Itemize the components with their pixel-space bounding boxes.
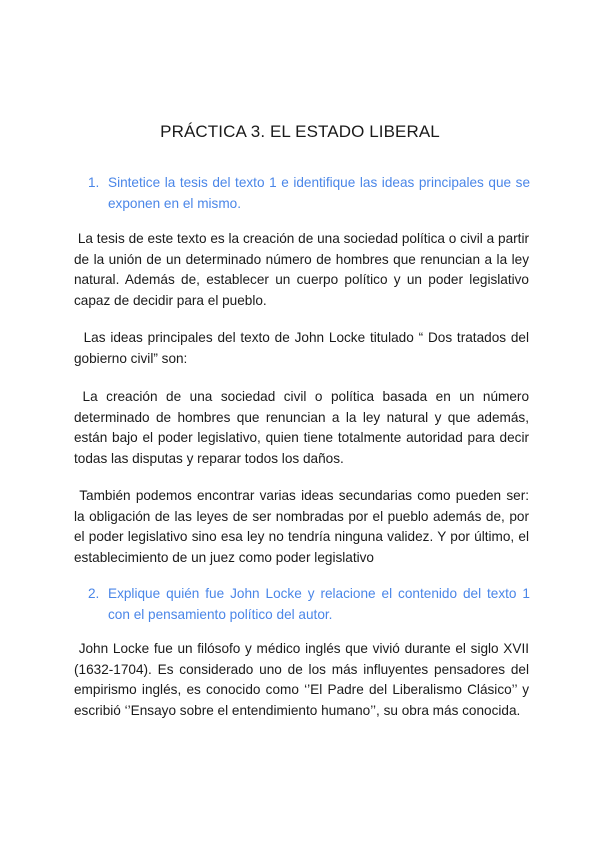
question-2-number: 2. bbox=[88, 586, 100, 601]
paragraph-secondary-ideas: También podemos encontrar varias ideas secundarias como pueden ser: la obligación de las leyes de ser nombradas por el pueblo además de, por el poder legislativo sino esa ley no tendría ninguna validez. Y por último, el establecimiento de un juez como poder legislativo bbox=[74, 488, 533, 565]
question-2-text: Explique quién fue John Locke y relacione el contenido del texto 1 con el pensamiento político del autor. bbox=[108, 586, 530, 622]
paragraph-main-ideas-intro: Las ideas principales del texto de John Locke titulado “ Dos tratados del gobierno civil” son: bbox=[74, 330, 533, 366]
paragraph-thesis: La tesis de este texto es la creación de una sociedad política o civil a partir de la unión de un determinado número de hombres que renuncian a la ley natural. Además de, establecer un cuerpo político y un poder legislativo capaz de decidir para el pueblo. bbox=[74, 231, 533, 308]
paragraph-main-ideas: La creación de una sociedad civil o política basada en un número determinado de hombres que renuncian a la ley natural y que además, están bajo el poder legislativo, quien tiene totalmente autoridad para decir todas las disputas y reparar todos los daños. bbox=[74, 389, 533, 466]
question-1-number: 1. bbox=[88, 175, 100, 190]
question-1 bbox=[88, 173, 530, 214]
question-1-text: Sintetice la tesis del texto 1 e identifique las ideas principales que se exponen en el mismo. bbox=[108, 175, 530, 211]
question-2 bbox=[88, 584, 530, 625]
paragraph-john-locke: John Locke fue un filósofo y médico inglés que vivió durante el siglo XVII (1632-1704). Es considerado uno de los más influyentes pensadores del empirismo inglés, es conocido como ‘’El Padre del Liberalismo Clásico’’ y escribió ‘’Ensayo sobre el entendimiento humano’’, su obra más conocida. bbox=[74, 641, 533, 718]
page-title: PRÁCTICA 3. EL ESTADO LIBERAL bbox=[160, 122, 440, 141]
